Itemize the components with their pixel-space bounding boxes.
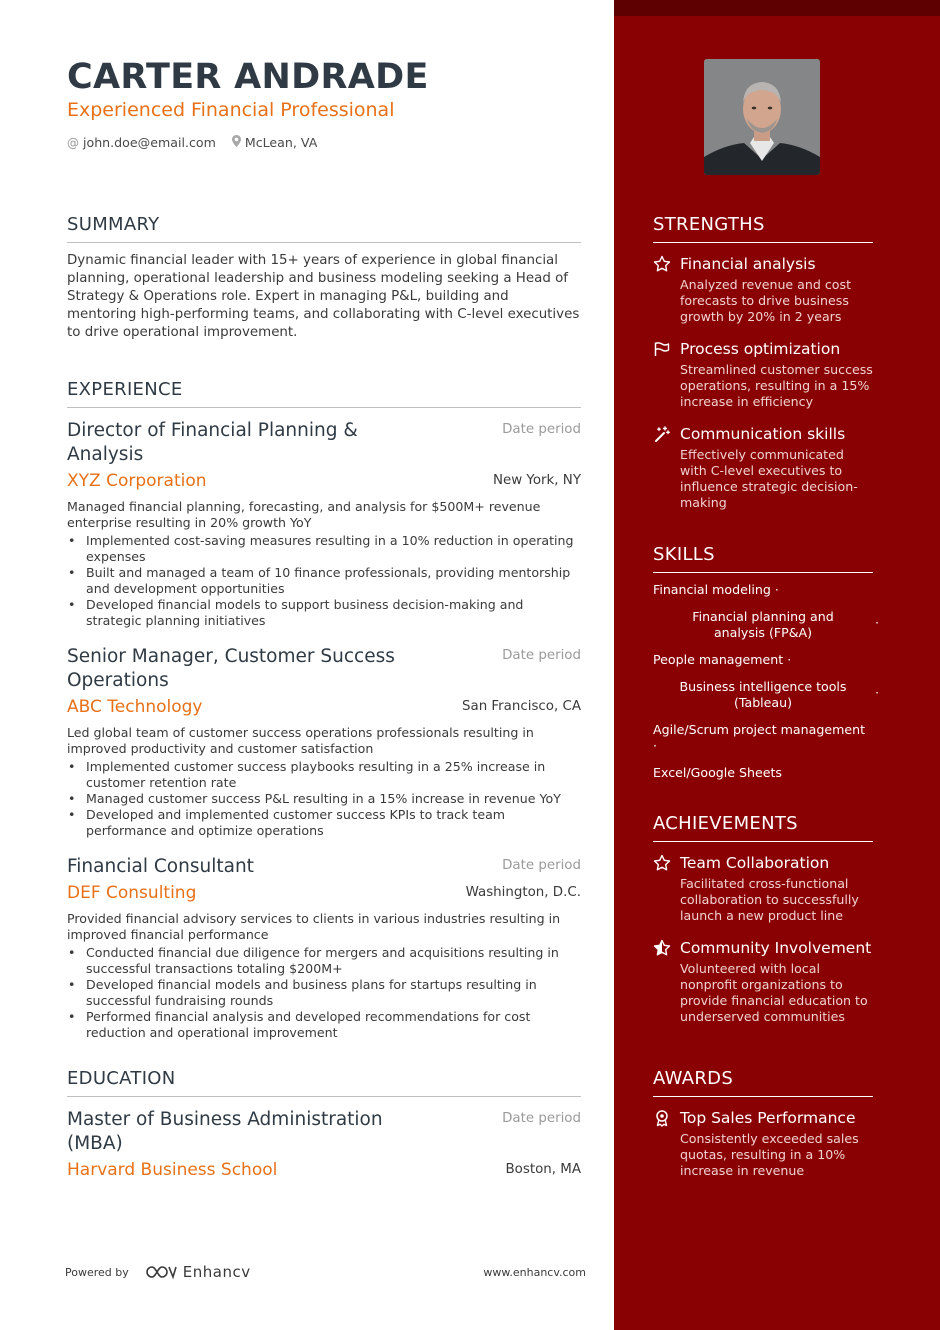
star-icon (653, 255, 671, 273)
skill-separator: · (875, 686, 879, 700)
job-date: Date period (502, 858, 581, 873)
email-text: john.doe@email.com (83, 135, 216, 150)
strength-item (653, 424, 873, 511)
awards-section (653, 1068, 873, 1179)
achievement-title: Community Involvement (680, 939, 872, 957)
strength-title: Communication skills (680, 425, 846, 443)
education-heading: EDUCATION (67, 1068, 581, 1097)
brand-name: Enhancv (182, 1263, 251, 1281)
strength-desc: Effectively communicated with C-level executives to influence strategic decision-making (680, 447, 858, 510)
achievement-desc: Volunteered with local nonprofit organizations to provide financial education to underserved communities (680, 961, 868, 1024)
job-bullet: • Developed financial models and business plans for startups resulting in successful fundraising rounds (67, 977, 581, 1009)
education-date: Date period (502, 1111, 581, 1126)
half-star-icon (653, 939, 671, 957)
sidebar-top-bar (614, 0, 940, 16)
school-name: Harvard Business School (67, 1160, 278, 1180)
job-description: Managed financial planning, forecasting, and analysis for $500M+ revenue enterprise resulting in 20% growth YoY (67, 499, 541, 530)
location-contact (232, 135, 317, 150)
award-desc: Consistently exceeded sales quotas, resulting in a 10% increase in revenue (680, 1131, 859, 1178)
strength-item (653, 254, 873, 325)
job-bullet: • Built and managed a team of 10 finance professionals, providing mentorship and development opportunities (67, 565, 581, 597)
job-bullet: • Developed and implemented customer success KPIs to track team performance and optimize operations (67, 807, 581, 839)
job-title: Senior Manager, Customer Success Operations (67, 646, 395, 691)
company-name: XYZ Corporation (67, 471, 207, 491)
skill-label: Business intelligence tools (Tableau) (679, 679, 847, 710)
magic-wand-icon (653, 425, 671, 443)
job-entry (67, 645, 581, 839)
summary-section (67, 214, 581, 342)
skills-heading: SKILLS (653, 544, 873, 573)
strength-desc: Analyzed revenue and cost forecasts to drive business growth by 20% in 2 years (680, 277, 852, 324)
at-icon: @ (67, 135, 79, 150)
job-bullet: • Developed financial models to support business decision-making and strategic planning initiatives (67, 597, 581, 629)
skill-label: Financial modeling (653, 582, 771, 597)
award-title: Top Sales Performance (680, 1109, 856, 1127)
skills-section (653, 544, 879, 792)
brand-logo[interactable] (145, 1263, 251, 1281)
skill-item: People management · (653, 652, 792, 667)
skill-item: Agile/Scrum project management · (653, 722, 866, 753)
powered-by-label: Powered by (65, 1265, 129, 1279)
sidebar (614, 0, 940, 1330)
strengths-heading: STRENGTHS (653, 214, 873, 243)
job-entry (67, 419, 581, 629)
enhancv-logo-icon (145, 1264, 177, 1280)
location-pin-icon (232, 135, 241, 150)
summary-heading: SUMMARY (67, 214, 581, 243)
job-location: San Francisco, CA (461, 699, 581, 714)
achievements-section (653, 813, 873, 1025)
strengths-section (653, 214, 873, 511)
job-location: Washington, D.C. (465, 885, 581, 900)
job-bullet: • Implemented customer success playbooks resulting in a 25% increase in customer retention rate (67, 759, 581, 791)
skill-label: Agile/Scrum project management (653, 722, 866, 737)
location-text: McLean, VA (244, 135, 318, 150)
flag-icon (653, 340, 671, 358)
education-entry (67, 1108, 581, 1181)
footer (65, 1263, 586, 1281)
experience-section (67, 379, 581, 1041)
job-date: Date period (502, 422, 581, 437)
resume-name: CARTER ANDRADE (67, 57, 429, 97)
job-date: Date period (502, 648, 581, 663)
skill-label: Excel/Google Sheets (653, 765, 782, 780)
achievement-item (653, 938, 873, 1025)
awards-heading: AWARDS (653, 1068, 873, 1097)
job-bullet: • Implemented cost-saving measures resulting in a 10% reduction in operating expenses (67, 533, 581, 565)
strength-title: Financial analysis (680, 255, 816, 273)
achievements-heading: ACHIEVEMENTS (653, 813, 873, 842)
resume-title: Experienced Financial Professional (67, 99, 395, 121)
star-icon (653, 854, 671, 872)
job-bullets (67, 945, 581, 1041)
job-location: New York, NY (492, 473, 581, 488)
summary-text: Dynamic financial leader with 15+ years of experience in global financial planning, operational leadership and business modeling seeking a Head of Strategy & Operations role. Expert in managing P&L, building and mentoring high-performing teams, and collaborating with C-level executives to drive operational improvement. (67, 253, 580, 340)
job-title: Financial Consultant (67, 856, 254, 877)
skill-item (653, 609, 879, 641)
company-name: ABC Technology (67, 697, 203, 717)
powered-by (65, 1263, 251, 1281)
skill-item: Financial modeling · (653, 582, 779, 597)
strength-item (653, 339, 873, 410)
school-location: Boston, MA (505, 1162, 581, 1177)
degree-title: Master of Business Administration (MBA) (67, 1109, 383, 1154)
profile-photo (704, 59, 820, 175)
job-description: Provided financial advisory services to clients in various industries resulting in improved financial performance (67, 911, 561, 942)
job-bullet: • Managed customer success P&L resulting in a 15% increase in revenue YoY (67, 791, 581, 807)
skill-item (653, 765, 873, 781)
skill-label: People management (653, 652, 784, 667)
job-bullet: • Performed financial analysis and developed recommendations for cost reduction and operational improvement (67, 1009, 581, 1041)
job-bullets (67, 759, 581, 839)
skills-list (653, 582, 879, 781)
skill-separator: · (875, 616, 879, 630)
job-bullets (67, 533, 581, 629)
email-contact[interactable] (67, 135, 216, 150)
contact-info (67, 135, 317, 150)
job-entry (67, 855, 581, 1041)
achievement-desc: Facilitated cross-functional collaboration to successfully launch a new product line (680, 876, 859, 923)
job-title: Director of Financial Planning & Analysis (67, 420, 358, 465)
skill-item (653, 679, 879, 711)
company-name: DEF Consulting (67, 883, 197, 903)
strength-desc: Streamlined customer success operations, resulting in a 15% increase in efficiency (680, 362, 873, 409)
experience-heading: EXPERIENCE (67, 379, 581, 408)
skill-label: Financial planning and analysis (FP&A) (692, 609, 834, 640)
job-bullet: • Conducted financial due diligence for mergers and acquisitions resulting in successful transactions totaling $200M+ (67, 945, 581, 977)
site-link[interactable]: www.enhancv.com (483, 1265, 586, 1279)
achievement-title: Team Collaboration (680, 854, 830, 872)
award-icon (653, 1109, 671, 1127)
strength-title: Process optimization (680, 340, 841, 358)
achievement-item (653, 853, 873, 924)
job-description: Led global team of customer success operations professionals resulting in improved productivity and customer satisfaction (67, 725, 534, 756)
award-item (653, 1108, 873, 1179)
education-section (67, 1068, 581, 1181)
